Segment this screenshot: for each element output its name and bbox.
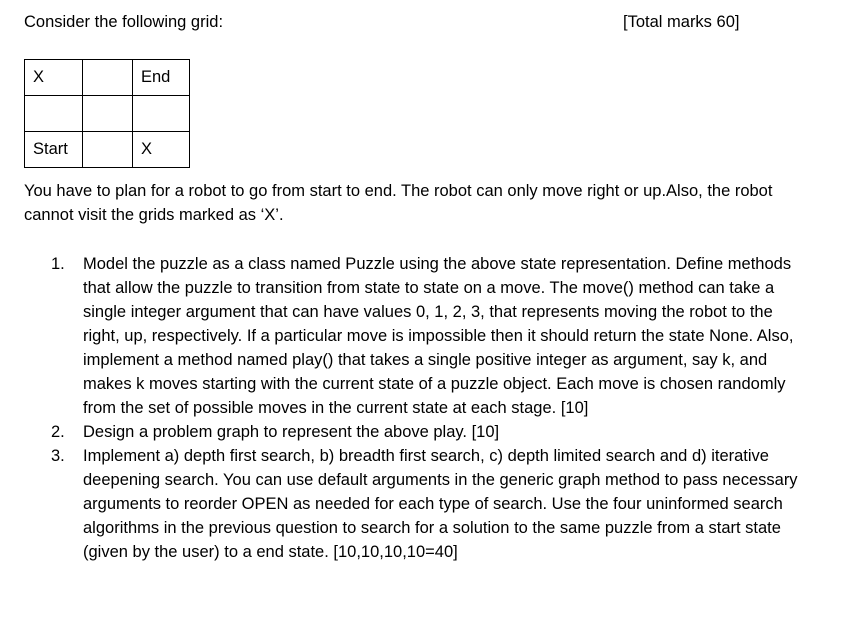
total-marks: [Total marks 60] <box>623 13 740 31</box>
question-item <box>51 444 811 564</box>
question-item <box>51 420 811 444</box>
grid-cell-blocked: X <box>25 60 83 96</box>
state-grid <box>24 59 190 168</box>
question-number: 3. <box>51 447 65 465</box>
question-text: Model the puzzle as a class named Puzzle using the above state representation. Define methods that allow the puzzle to transition from state to state on a move. The move() method can take a single integer argument that can have values 0, 1, 2, 3, that represents moving the robot to the right, up, respectively. If a particular move is impossible then it should return the state None. Also, implement a method named play() that takes a single positive integer as argument, say k, and makes k moves starting with the current state of a puzzle object. Each move is chosen randomly from the set of possible moves in the current state at each stage. [10] <box>83 255 794 417</box>
grid-cell <box>83 60 133 96</box>
question-number: 1. <box>51 255 65 273</box>
grid-row <box>25 132 190 168</box>
grid-cell-blocked: X <box>133 132 190 168</box>
question-number: 2. <box>51 423 65 441</box>
grid-cell <box>83 96 133 132</box>
question-text: Implement a) depth first search, b) breadth first search, c) depth limited search and d) iterative deepening search. You can use default arguments in the generic graph method to pass necessary arguments to reorder OPEN as needed for each type of search. Use the four uninformed search algorithms in the previous question to search for a solution to the same puzzle from a start state (given by the user) to a end state. [10,10,10,10=40] <box>83 447 798 561</box>
grid-cell <box>83 132 133 168</box>
question-list <box>51 252 811 564</box>
grid-cell <box>133 96 190 132</box>
grid-row <box>25 60 190 96</box>
grid-cell-start: Start <box>25 132 83 168</box>
page-heading: Consider the following grid: <box>24 13 224 31</box>
grid-cell <box>25 96 83 132</box>
intro-paragraph: You have to plan for a robot to go from start to end. The robot can only move right or up.Also, the robot cannot visit the grids marked as ‘X’. <box>24 182 773 224</box>
grid-cell-end: End <box>133 60 190 96</box>
question-text: Design a problem graph to represent the above play. [10] <box>83 423 500 441</box>
question-item <box>51 252 811 420</box>
grid-row <box>25 96 190 132</box>
